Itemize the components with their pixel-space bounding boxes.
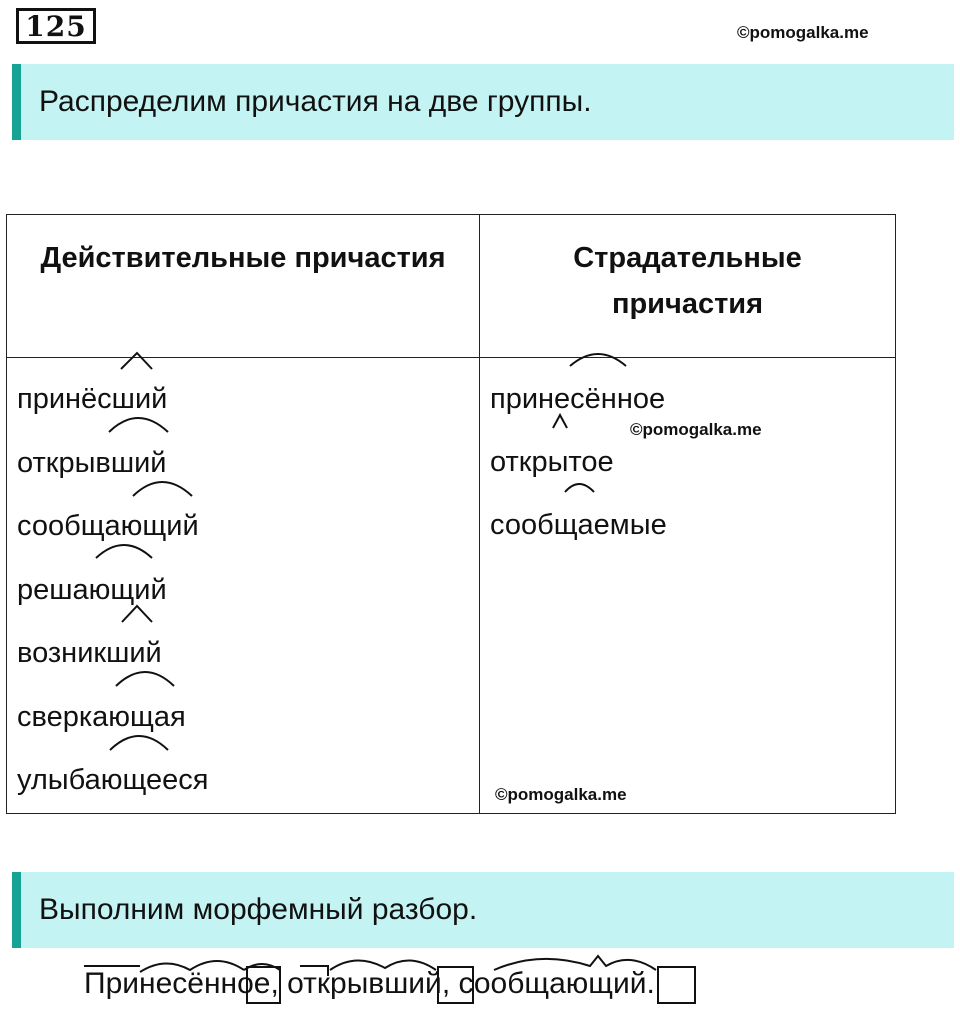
list-item: принесённое: [490, 383, 666, 415]
header-active: Действительные причастия: [7, 215, 480, 358]
list-item: сообщающий: [17, 510, 199, 542]
table-body-row: [7, 358, 896, 814]
separator: ,: [441, 967, 451, 1000]
morpheme-analysis-line: [84, 966, 655, 1002]
section-banner-morpheme: [12, 872, 954, 948]
list-item: принёсший: [17, 383, 168, 415]
task-number: 125: [16, 8, 96, 44]
end-period: .: [646, 967, 655, 1000]
list-item: сообщаемые: [490, 509, 667, 541]
list-item: улыбающееся: [17, 764, 209, 796]
header-passive: Страдательные причастия: [480, 215, 896, 358]
list-item: возникший: [17, 637, 162, 669]
list-item: открытое: [490, 446, 614, 478]
active-column: [7, 358, 480, 814]
list-item: решающий: [17, 573, 167, 606]
table-header-row: [7, 215, 896, 358]
list-item: сверкающая: [17, 700, 186, 733]
morpheme-word: открывший: [287, 967, 442, 1000]
section-text: Распределим причастия на две группы.: [39, 85, 592, 118]
watermark: ©pomogalka.me: [495, 785, 627, 804]
morpheme-word: сообщающий: [458, 967, 647, 1000]
section-text: Выполним морфемный разбор.: [39, 893, 478, 926]
ending-box: [658, 967, 695, 1003]
section-banner-distribute: [12, 64, 954, 140]
watermark: ©pomogalka.me: [737, 23, 869, 42]
watermark: ©pomogalka.me: [630, 420, 762, 439]
participles-table: [6, 214, 896, 814]
separator: ,: [270, 967, 279, 1000]
morpheme-word: Принесённое: [84, 967, 271, 1000]
list-item: открывший: [17, 446, 167, 479]
